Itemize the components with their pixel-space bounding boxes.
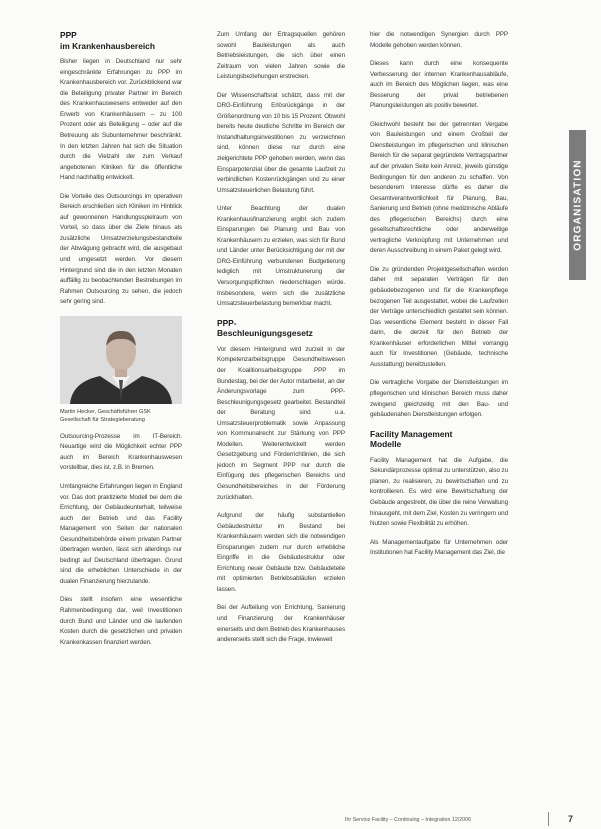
footer-divider bbox=[548, 812, 549, 826]
paragraph: hier die notwendigen Synergien durch PPP Modelle gehoben werden können. bbox=[370, 31, 508, 49]
section-heading-facility-management bbox=[370, 429, 508, 450]
heading-line: PPP- bbox=[217, 317, 237, 328]
footer-publication-line: Ihr Service Facility – Continuing – Integration 12/2006 bbox=[345, 817, 472, 823]
paragraph: Zum Umfang der Ertragsquellen gehören sowohl Bauleistungen als auch Betriebsleistungen, die sich über einen Zeitraum von vielen Jahren sowie die Leistungsbeziehungen erstrecken. bbox=[217, 31, 345, 81]
heading-line: im Krankenhausbereich bbox=[60, 40, 155, 51]
paragraph: Dies stellt insofern eine wesentliche Rahmenbedingung dar, weil Investitionen durch Bund und Länder und die laufenden Kosten durch die gesetzlichen und privaten Krankenkassen finanziert werden. bbox=[60, 596, 182, 646]
section-heading-beschleunigungsgesetz bbox=[217, 318, 345, 339]
section-side-tab bbox=[569, 130, 586, 280]
heading-line: Modelle bbox=[370, 439, 402, 450]
paragraph: Unter Beachtung der dualen Krankenhausfinanzierung ergibt sich zudem Einsparungen bei Planung und Bau von Krankenhäusern zu erzielen, was sich für Bund und Länder unter Berücksichtigung der mit der DRG-Einführung verbundenen Budgetierung lediglich mit Umstrukturierung der Versorgungspflichten niederschlagen würde. Insbesondere, wenn sich die zusätzliche Umsatzsteuerbelastung bemerkbar macht. bbox=[217, 205, 345, 308]
paragraph: Facility Management hat die Aufgabe, die Sekundärprozesse optimal zu unterstützen, also zu planen, zu realisieren, zu bewirtschaften und zu kontrollieren. Es wird eine Bewirtschaftung der Gebäude angestrebt, die über die reine Verwaltung hinausgeht, mit dem Ziel, Kosten zu verringern und Nutzen sowie Flexibilität zu erhöhen. bbox=[370, 456, 508, 528]
page-number: 7 bbox=[568, 814, 574, 824]
article-column-2 bbox=[217, 30, 345, 654]
paragraph: Vor diesem Hintergrund wird zurzeit in der Kompetenzarbeitsgruppe Gesundheitswesen der Koalitionsarbeitsgruppe PPP im Bundestag, bei der der Autor mitarbeitet, an der Änderungsvorlage zum PPP-Beschleunigungsgesetz gearbeitet. Bestandteil der Beratung sind u.a. Umsatzsteuerproblematik sowie Anpassung von Kommunalrecht zur Stärkung von PPP Modellen. Weiterentwickelt werden Gesetzgebung und Förderrichtlinien, die sich jedoch im Segment PPP nur durch die Einfügung des pflegerischen Bereichs und Gesundheitsbereiches in der Förderung zurückhalten. bbox=[217, 345, 345, 501]
paragraph: Umfangreiche Erfahrungen liegen in England vor. Das dort praktizierte Modell bei dem die Errichtung, der Gebäudeunterhalt, teilweise auch der Betrieb und das Facility Management von Seiten der nationalen Gesundheitsbehörde einem privaten Partner übertragen werden, lässt sich allerdings nur bedingt auf Deutschland übertragen. Grund sind die erheblichen Unterschiede in der dualen Finanzierung hierzulande. bbox=[60, 482, 182, 585]
author-portrait-photo bbox=[60, 316, 182, 404]
paragraph: Bei der Aufteilung von Errichtung, Sanierung und Finanzierung der Krankenhäuser einerseits und dem Betrieb des Krankenhauses andererseits stellt sich die Frage, inwieweit bbox=[217, 604, 345, 644]
paragraph: Bisher liegen in Deutschland nur sehr eingeschränkte Erfahrungen zu PPP im Krankenhausbereich vor. Zurückblickend war die Beteiligung privater Partner im Bereich des Krankenhauswesens entweder auf den Erwerb von Krankenhäusern – zu 100 Prozent oder als Beteiligung – oder auf die Betreuung als Subunternehmer beschränkt. In den letzten Jahren hat sich die Situation durch die Vielzahl der zum Verkauf angebotenen Kliniken für die öffentliche Hand nachhaltig entwickelt. bbox=[60, 58, 182, 182]
paragraph: Die vertragliche Vorgabe der Dienstleistungen im pflegerischen und klinischen Bereich muss daher zwingend gleichzeitig mit den Bau- und gebäudenahen Dienstleistungen erfolgen. bbox=[370, 379, 508, 419]
paragraph: Outsourcing-Prozesse im IT-Bereich. Neuartige wird die Möglichkeit echter PPP auch im Bereich Krankenhauswesen vorstellbar, dies ist, z.B. in Bremen. bbox=[60, 432, 182, 472]
paragraph: Die Vorteile des Outsourcings im operativen Bereich erschließen sich Kliniken im Hinblick auf gewonnenen Handlungsspielraum von Vorteil, so dass über die Ziele hinaus als zusätzliche Umsatzerzielungsbestandteile der Abwägung gebracht wird, die ausgebaut und umgesetzt werden. Vor diesem Hintergrund sind die in den letzten Monaten auffällig zu beobachtenden Bestrebungen im Rahmen Outsourcing zu sehen, die jedoch sehr gering sind. bbox=[60, 192, 182, 306]
section-side-label: ORGANISATION bbox=[572, 159, 583, 251]
heading-line: Beschleunigungsgesetz bbox=[217, 328, 313, 339]
paragraph: Aufgrund der häufig substantiellen Gebäudestruktur im Bestand bei Krankenhäusern werden sich die notwendigen Einsparungen zudem nur durch erhebliche Eingriffe in die Gebäudestruktur oder Errichtung neuer Gebäude bzw. Gebäudeteile mit optimierten Betriebsabläufen erzielen lassen. bbox=[217, 512, 345, 593]
paragraph: Gleichwohl besteht bei der getrennten Vergabe von Bauleistungen und einem Großteil der Dienstleistungen im pflegerischen und klinischen Bereich für die separat gegründete Vertragspartner auf der privaten Seite kein Anreiz, jeweils günstige Bedingungen für den anderen zu schaffen. Von besonderem Interesse dürfte es daher die Gesamtverantwortlichkeit für Planung, Bau, Sanierung und Betrieb (ohne medizinische Abläufe des pflegerischen Bereichs) durch eine gesellschaftsrechtliche oder anderweitige vertragliche Verknüpfung mit Unternehmen und deren Ausschreibung in einem Paket gelegt wird. bbox=[370, 120, 508, 255]
paragraph: Der Wissenschaftsrat schätzt, dass mit der DRG-Einführung Erlösrückgänge in der Größenordnung von 10 bis 15 Prozent. Obwohl bereits heute deutliche Schritte im Bereich der Instandhaltungsinvestitionen zu verzeichnen sind, können diese nur durch eine zielgerichtete PPP gehoben werden, wenn das Einsparpotenzial über die gesamte Laufzeit zu verbindlichen Kostenrückgängen und zu einer Umsatzsteuerlichen Belastung führt. bbox=[217, 91, 345, 194]
paragraph: Die zu gründenden Projektgesellschaften werden daher mit separaten Verträgen für den gebäudebezogenen und für die Krankenpflege bezogenen Teil ausgestattet, wobei die Laufzeiten der Verträge unterschiedlich gestaltet sein können. Das wesentliche Element besteht in dieser Fall darin, die derzeit für den Betrieb der Krankenhäuser erforderlichen Mittel vorrangig auch für Investitionen (Gebäude, technische Ausstattung) bereitzustellen. bbox=[370, 265, 508, 368]
heading-line: Facility Management bbox=[370, 428, 453, 439]
article-column-1 bbox=[60, 30, 182, 656]
photo-caption: Martin Hecker, Geschäftsführer GSK Gesellschaft für Strategieberatung bbox=[60, 408, 151, 423]
article-column-3 bbox=[370, 30, 508, 567]
section-heading-ppp-krankenhaus bbox=[60, 30, 182, 51]
portrait-illustration bbox=[60, 316, 182, 404]
paragraph: Als Managementaufgabe für Unternehmen oder Institutionen hat Facility Management das Ziel, die bbox=[370, 538, 508, 557]
paragraph: Dieses kann durch eine konsequente Verbesserung der internen Krankenhausabläufe, auch im Bereich des Möglichen liegen, was eine Besserung der privat betriebenen Planungsleistungen als positiv bewertet. bbox=[370, 60, 508, 110]
heading-line: PPP bbox=[60, 30, 77, 40]
